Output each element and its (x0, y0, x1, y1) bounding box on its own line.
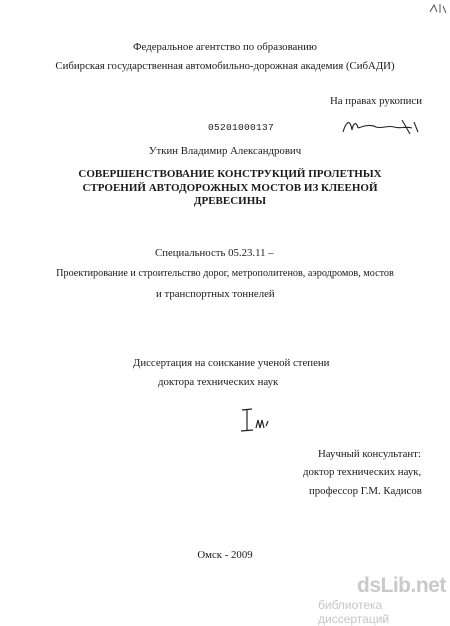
author-name: Уткин Владимир Александрович (148, 145, 302, 157)
consultant-name: профессор Г.М. Кадисов (309, 485, 422, 497)
watermark-subtitle: библиотека диссертаций (318, 598, 390, 626)
scan-corner-mark (428, 2, 448, 16)
consultant-label: Научный консультант: (318, 448, 421, 460)
catalog-code: 05201000137 (208, 122, 275, 133)
title-line: СОВЕРШЕНСТВОВАНИЕ КОНСТРУКЦИЙ ПРОЛЕТНЫХ (78, 168, 382, 180)
degree-line1: Диссертация на соискание ученой степени (133, 357, 330, 369)
specialty-name-line2: и транспортных тоннелей (156, 288, 275, 300)
agency-name: Федеральное агентство по образованию (133, 41, 317, 53)
specialty-name-line1: Проектирование и строительство дорог, метрополитенов, аэродромов, мостов (56, 268, 394, 279)
place-year: Омск - 2009 (197, 549, 253, 561)
rights-note: На правах рукописи (330, 95, 422, 107)
specialty-code: Специальность 05.23.11 – (155, 247, 274, 259)
handwritten-mark (238, 406, 274, 436)
title-line: ДРЕВЕСИНЫ (193, 195, 267, 207)
handwritten-signature (340, 114, 422, 140)
title-line: СТРОЕНИЙ АВТОДОРОЖНЫХ МОСТОВ ИЗ КЛЕЕНОЙ (82, 181, 378, 194)
degree-line2: доктора технических наук (158, 376, 279, 388)
watermark-logo: dsLib.net (357, 574, 446, 597)
academy-name: Сибирская государственная автомобильно-дорожная академия (СибАДИ) (55, 60, 395, 72)
consultant-degree: доктор технических наук, (303, 466, 422, 478)
dissertation-title (70, 168, 390, 209)
